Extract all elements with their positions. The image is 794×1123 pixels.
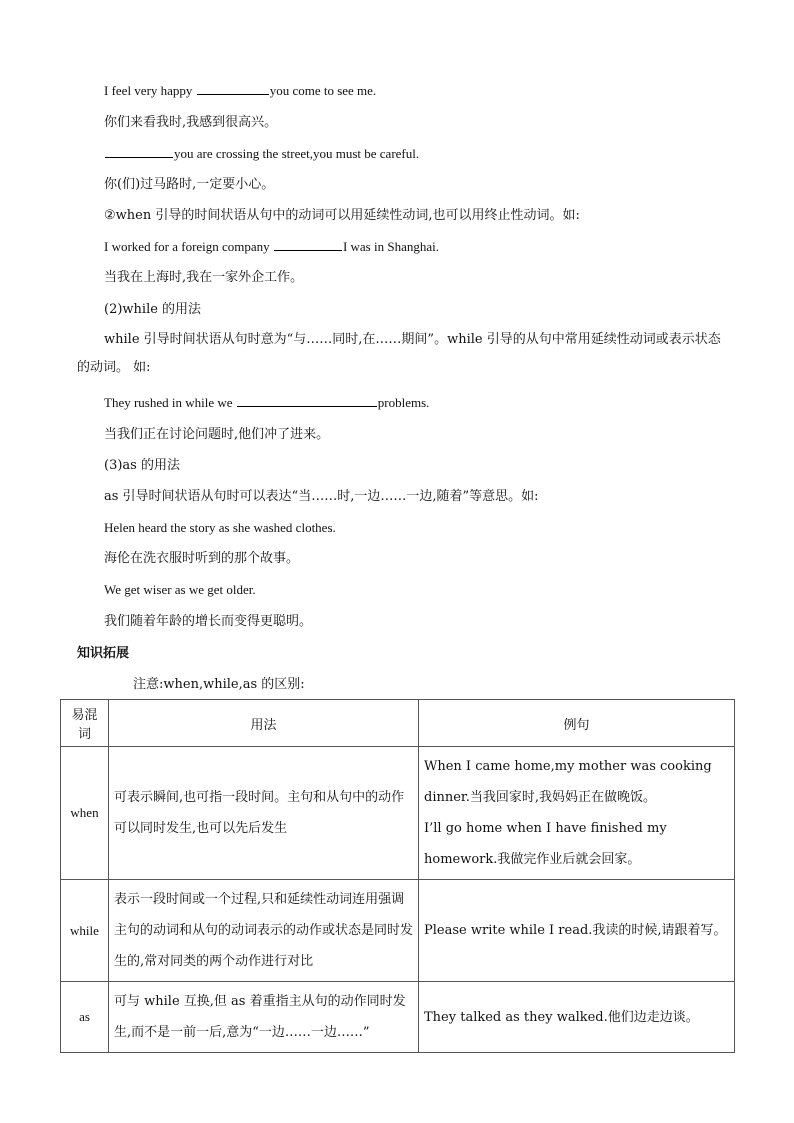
example-sentence: Please write while I read.我读的时候,请跟着写。: [424, 923, 727, 938]
row-usage: 可与 while 互换,但 as 着重指主从句的动作同时发生,而不是一前一后,意为“一边……一边……”: [109, 982, 419, 1053]
rule-while: while 引导时间状语从句时意为“与……同时,在……期间”。while 引导的从句中常用延续性动词或表示状态的动词。 如:: [77, 332, 721, 375]
sentence-wiser: We get wiser as we get older.: [104, 582, 256, 597]
translation-happy: 你们来看我时,我感到很高兴。: [104, 115, 278, 130]
example-sentence: I’ll go home when I have finished my homework.我做完作业后就会回家。: [424, 821, 667, 867]
header-usage: 用法: [109, 700, 419, 747]
sentence-happy: [104, 82, 376, 100]
header-word: 易混词: [61, 700, 109, 747]
row-example: [419, 982, 735, 1053]
row-word: when: [61, 747, 109, 880]
header-example: 例句: [419, 700, 735, 747]
sentence-text: you are crossing the street,you must be careful.: [174, 146, 420, 161]
example-sentence: When I came home,my mother was cooking dinner.当我回家时,我妈妈正在做晚饭。: [424, 759, 712, 805]
sentence-text: problems.: [377, 395, 430, 410]
sentence-text: They rushed in while we: [104, 395, 236, 410]
row-word: while: [61, 880, 109, 982]
sentence-text: I was in Shanghai.: [342, 239, 439, 254]
table-row: [61, 982, 735, 1053]
table-row: [61, 747, 735, 880]
translation-helen: 海伦在洗衣服时听到的那个故事。: [104, 551, 300, 566]
sentence-text: I feel very happy: [104, 83, 196, 98]
row-usage: 表示一段时间或一个过程,只和延续性动词连用强调主句的动词和从句的动词表示的动作或状态是同时发生的,常对同类的两个动作进行对比: [109, 880, 419, 982]
sentence-street: [104, 145, 419, 163]
fill-blank[interactable]: [197, 82, 269, 95]
sentence-text: I worked for a foreign company: [104, 239, 273, 254]
fill-blank[interactable]: [237, 394, 377, 407]
sentence-rushed: [104, 394, 429, 412]
table-header-row: [61, 700, 735, 747]
sentence-helen: Helen heard the story as she washed clothes.: [104, 520, 336, 535]
row-example: [419, 747, 735, 880]
section-heading: 知识拓展: [77, 646, 130, 661]
translation-wiser: 我们随着年龄的增长而变得更聪明。: [104, 614, 313, 629]
rule-as: as 引导时间状语从句时可以表达“当……时,一边……一边,随着”等意思。如:: [104, 489, 539, 504]
row-word: as: [61, 982, 109, 1053]
fill-blank[interactable]: [274, 238, 342, 251]
fill-blank[interactable]: [105, 145, 173, 158]
comparison-table: [60, 699, 735, 1053]
row-usage: 可表示瞬间,也可指一段时间。主句和从句中的动作可以同时发生,也可以先后发生: [109, 747, 419, 880]
example-sentence: They talked as they walked.他们边走边谈。: [424, 1009, 699, 1025]
translation-company: 当我在上海时,我在一家外企工作。: [104, 270, 304, 285]
table-row: [61, 880, 735, 982]
sentence-text: you come to see me.: [269, 83, 377, 98]
rule-when-verbs: ②when 引导的时间状语从句中的动词可以用延续性动词,也可以用终止性动词。如:: [104, 208, 580, 223]
row-example: [419, 880, 735, 982]
translation-street: 你(们)过马路时,一定要小心。: [104, 177, 275, 192]
translation-rushed: 当我们正在讨论问题时,他们冲了进来。: [104, 427, 330, 442]
subheading-while: (2)while 的用法: [104, 302, 202, 317]
sentence-company: [104, 238, 439, 256]
section-note: 注意:when,while,as 的区别:: [133, 677, 305, 692]
subheading-as: (3)as 的用法: [104, 458, 180, 473]
